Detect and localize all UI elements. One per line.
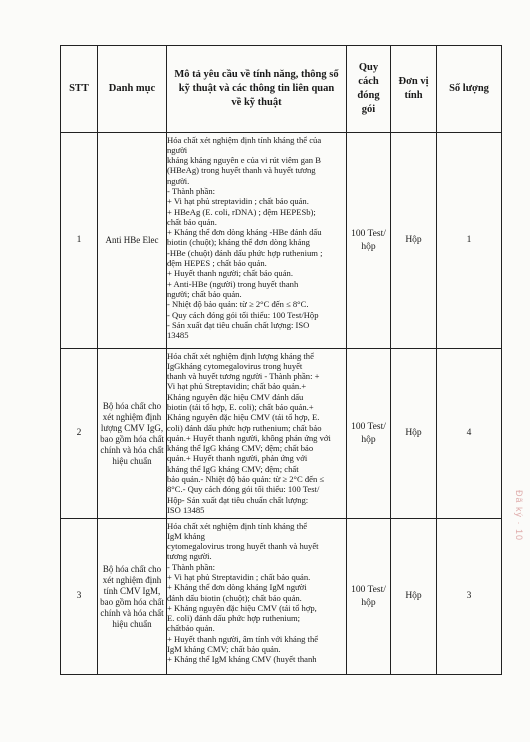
description-line: Kháng nguyên đặc hiệu CMV đánh dấu [167, 391, 304, 402]
description-line: ISO 13485 [167, 504, 205, 515]
row-description [167, 519, 347, 675]
description-line: 8°C.- Quy cách đóng gói tối thiểu: 100 Test/ [167, 484, 320, 495]
header-category: Danh mục [98, 46, 167, 133]
description-line: + Kháng thể IgM kháng CMV (huyết thanh [167, 654, 317, 665]
description-line: thanh và huyết tương người - Thành phần: + [167, 371, 320, 382]
row-unit: Hộp [391, 133, 437, 349]
row-description [167, 133, 347, 349]
description-line: bảo quản.- Nhiệt độ bảo quản: từ ≥ 2°C đến ≤ [167, 474, 325, 485]
description-line: Vi hạt phủ Streptavidin; chất bảo quản.+ [167, 381, 307, 392]
description-line: biotin (chuột); kháng thể đơn dòng kháng [167, 237, 310, 248]
description-line: - Thành phần: [167, 185, 216, 196]
row-quantity: 1 [437, 133, 502, 349]
row-packaging: 100 Test/ hộp [347, 133, 391, 349]
description-line: người; chất bảo quản. [167, 288, 242, 299]
description-line: kháng thể IgG kháng CMV; đệm; chất bảo [167, 443, 314, 454]
description-line: quản.+ Huyết thanh người, không phản ứng với [167, 432, 331, 443]
description-line: chấtbảo quản. [167, 623, 215, 634]
row-stt: 2 [61, 349, 98, 519]
description-line: E. coli) đánh dấu phức hợp ruthenium; [167, 613, 301, 624]
row-stt: 3 [61, 519, 98, 675]
description-line: tương người. [167, 551, 212, 562]
description-line: (HBeAg) trong huyết thanh và huyết tương [167, 165, 316, 176]
header-description: Mô tả yêu cầu về tính năng, thông số kỹ thuật và các thông tin liên quan về kỹ thuật [167, 46, 347, 133]
description-line: + Huyết thanh người; chất bảo quản. [167, 268, 293, 279]
description-line: kháng thể IgG kháng CMV; đệm; chất [167, 463, 299, 474]
specification-table [60, 45, 502, 675]
description-line: người [167, 144, 188, 155]
table-row [61, 519, 502, 675]
description-line: coli) đánh dấu phức hợp ruthenium; chất bảo [167, 422, 322, 433]
description-line: IgM kháng [167, 530, 205, 541]
description-line: + Vi hạt phủ Streptavidin ; chất bảo quản. [167, 571, 311, 582]
description-line: đánh dấu biotin (chuột); chất bảo quản. [167, 592, 302, 603]
row-packaging: 100 Test/ hộp [347, 519, 391, 675]
description-line: đệm HEPES ; chất bảo quản. [167, 258, 267, 269]
description-line: + HBeAg (E. coli, rDNA) ; đệm HEPESb); [167, 206, 316, 217]
description-line: Hóa chất xét nghiệm định tính kháng thể [167, 520, 308, 531]
header-quantity: Số lượng [437, 46, 502, 133]
description-line: -HBe (chuột) đánh dấu phức hợp ruthenium ; [167, 247, 323, 258]
description-line: Hóa chất xét nghiệm định tính kháng thể của [167, 134, 322, 145]
description-line: Kháng nguyên đặc hiệu CMV (tái tổ hợp, E. [167, 412, 320, 423]
row-stt: 1 [61, 133, 98, 349]
row-quantity: 3 [437, 519, 502, 675]
header-packaging: Quy cách đóng gói [347, 46, 391, 133]
row-description [167, 349, 347, 519]
description-line: người. [167, 175, 190, 186]
description-line: - Thành phần: [167, 561, 216, 572]
description-line: quản.+ Huyết thanh người, phản ứng với [167, 453, 308, 464]
row-unit: Hộp [391, 349, 437, 519]
row-quantity: 4 [437, 349, 502, 519]
description-line: + Kháng nguyên đặc hiệu CMV (tái tổ hợp, [167, 602, 317, 613]
table-row [61, 133, 502, 349]
row-category: Bộ hóa chất cho xét nghiệm định tính CMV IgM, bao gồm hóa chất chính và hóa chất hiệu chuẩn [98, 519, 167, 675]
description-line: - Nhiệt độ bảo quản: từ ≥ 2°C đến ≤ 8°C. [167, 299, 309, 310]
description-line: Hóa chất xét nghiệm định lượng kháng thể [167, 350, 314, 361]
description-line: 13485 [167, 330, 189, 341]
row-category: Anti HBe Elec [98, 133, 167, 349]
header-row [61, 46, 502, 133]
header-stt: STT [61, 46, 98, 133]
description-line: IgGkháng cytomegalovirus trong huyết [167, 360, 303, 371]
row-category: Bộ hóa chất cho xét nghiệm định lượng CMV IgG, bao gồm hóa chất chính và hóa chất hiệu chuẩn [98, 349, 167, 519]
header-unit: Đơn vị tính [391, 46, 437, 133]
row-packaging: 100 Test/ hộp [347, 349, 391, 519]
row-unit: Hộp [391, 519, 437, 675]
description-line: + Anti-HBe (người) trong huyết thanh [167, 278, 299, 289]
description-line: Hộp- Sản xuất đạt tiêu chuẩn chất lượng: [167, 494, 309, 505]
description-line: + Kháng thể đơn dòng kháng IgM người [167, 582, 307, 593]
description-line: - Quy cách đóng gói tối thiểu: 100 Test/Hộp [167, 309, 319, 320]
description-line: + Huyết thanh người, âm tính với kháng thể [167, 633, 319, 644]
description-line: cytomegalovirus trong huyết thanh và huyết [167, 541, 319, 552]
description-line: kháng kháng nguyên e của vi rút viêm gan B [167, 155, 321, 166]
margin-stamp: Đã ký · 10 [514, 490, 524, 542]
description-line: + Vi hạt phủ streptavidin ; chất bảo quản. [167, 196, 309, 207]
description-line: IgM kháng CMV; chất bảo quản. [167, 644, 281, 655]
description-line: biotin (tái tổ hợp, E. coli); chất bảo quản.+ [167, 401, 314, 412]
description-line: - Sản xuất đạt tiêu chuẩn chất lượng: ISO [167, 319, 310, 330]
description-line: chất bảo quản. [167, 216, 217, 227]
description-line: + Kháng thể đơn dòng kháng -HBe đánh dấu [167, 227, 322, 238]
table-row [61, 349, 502, 519]
